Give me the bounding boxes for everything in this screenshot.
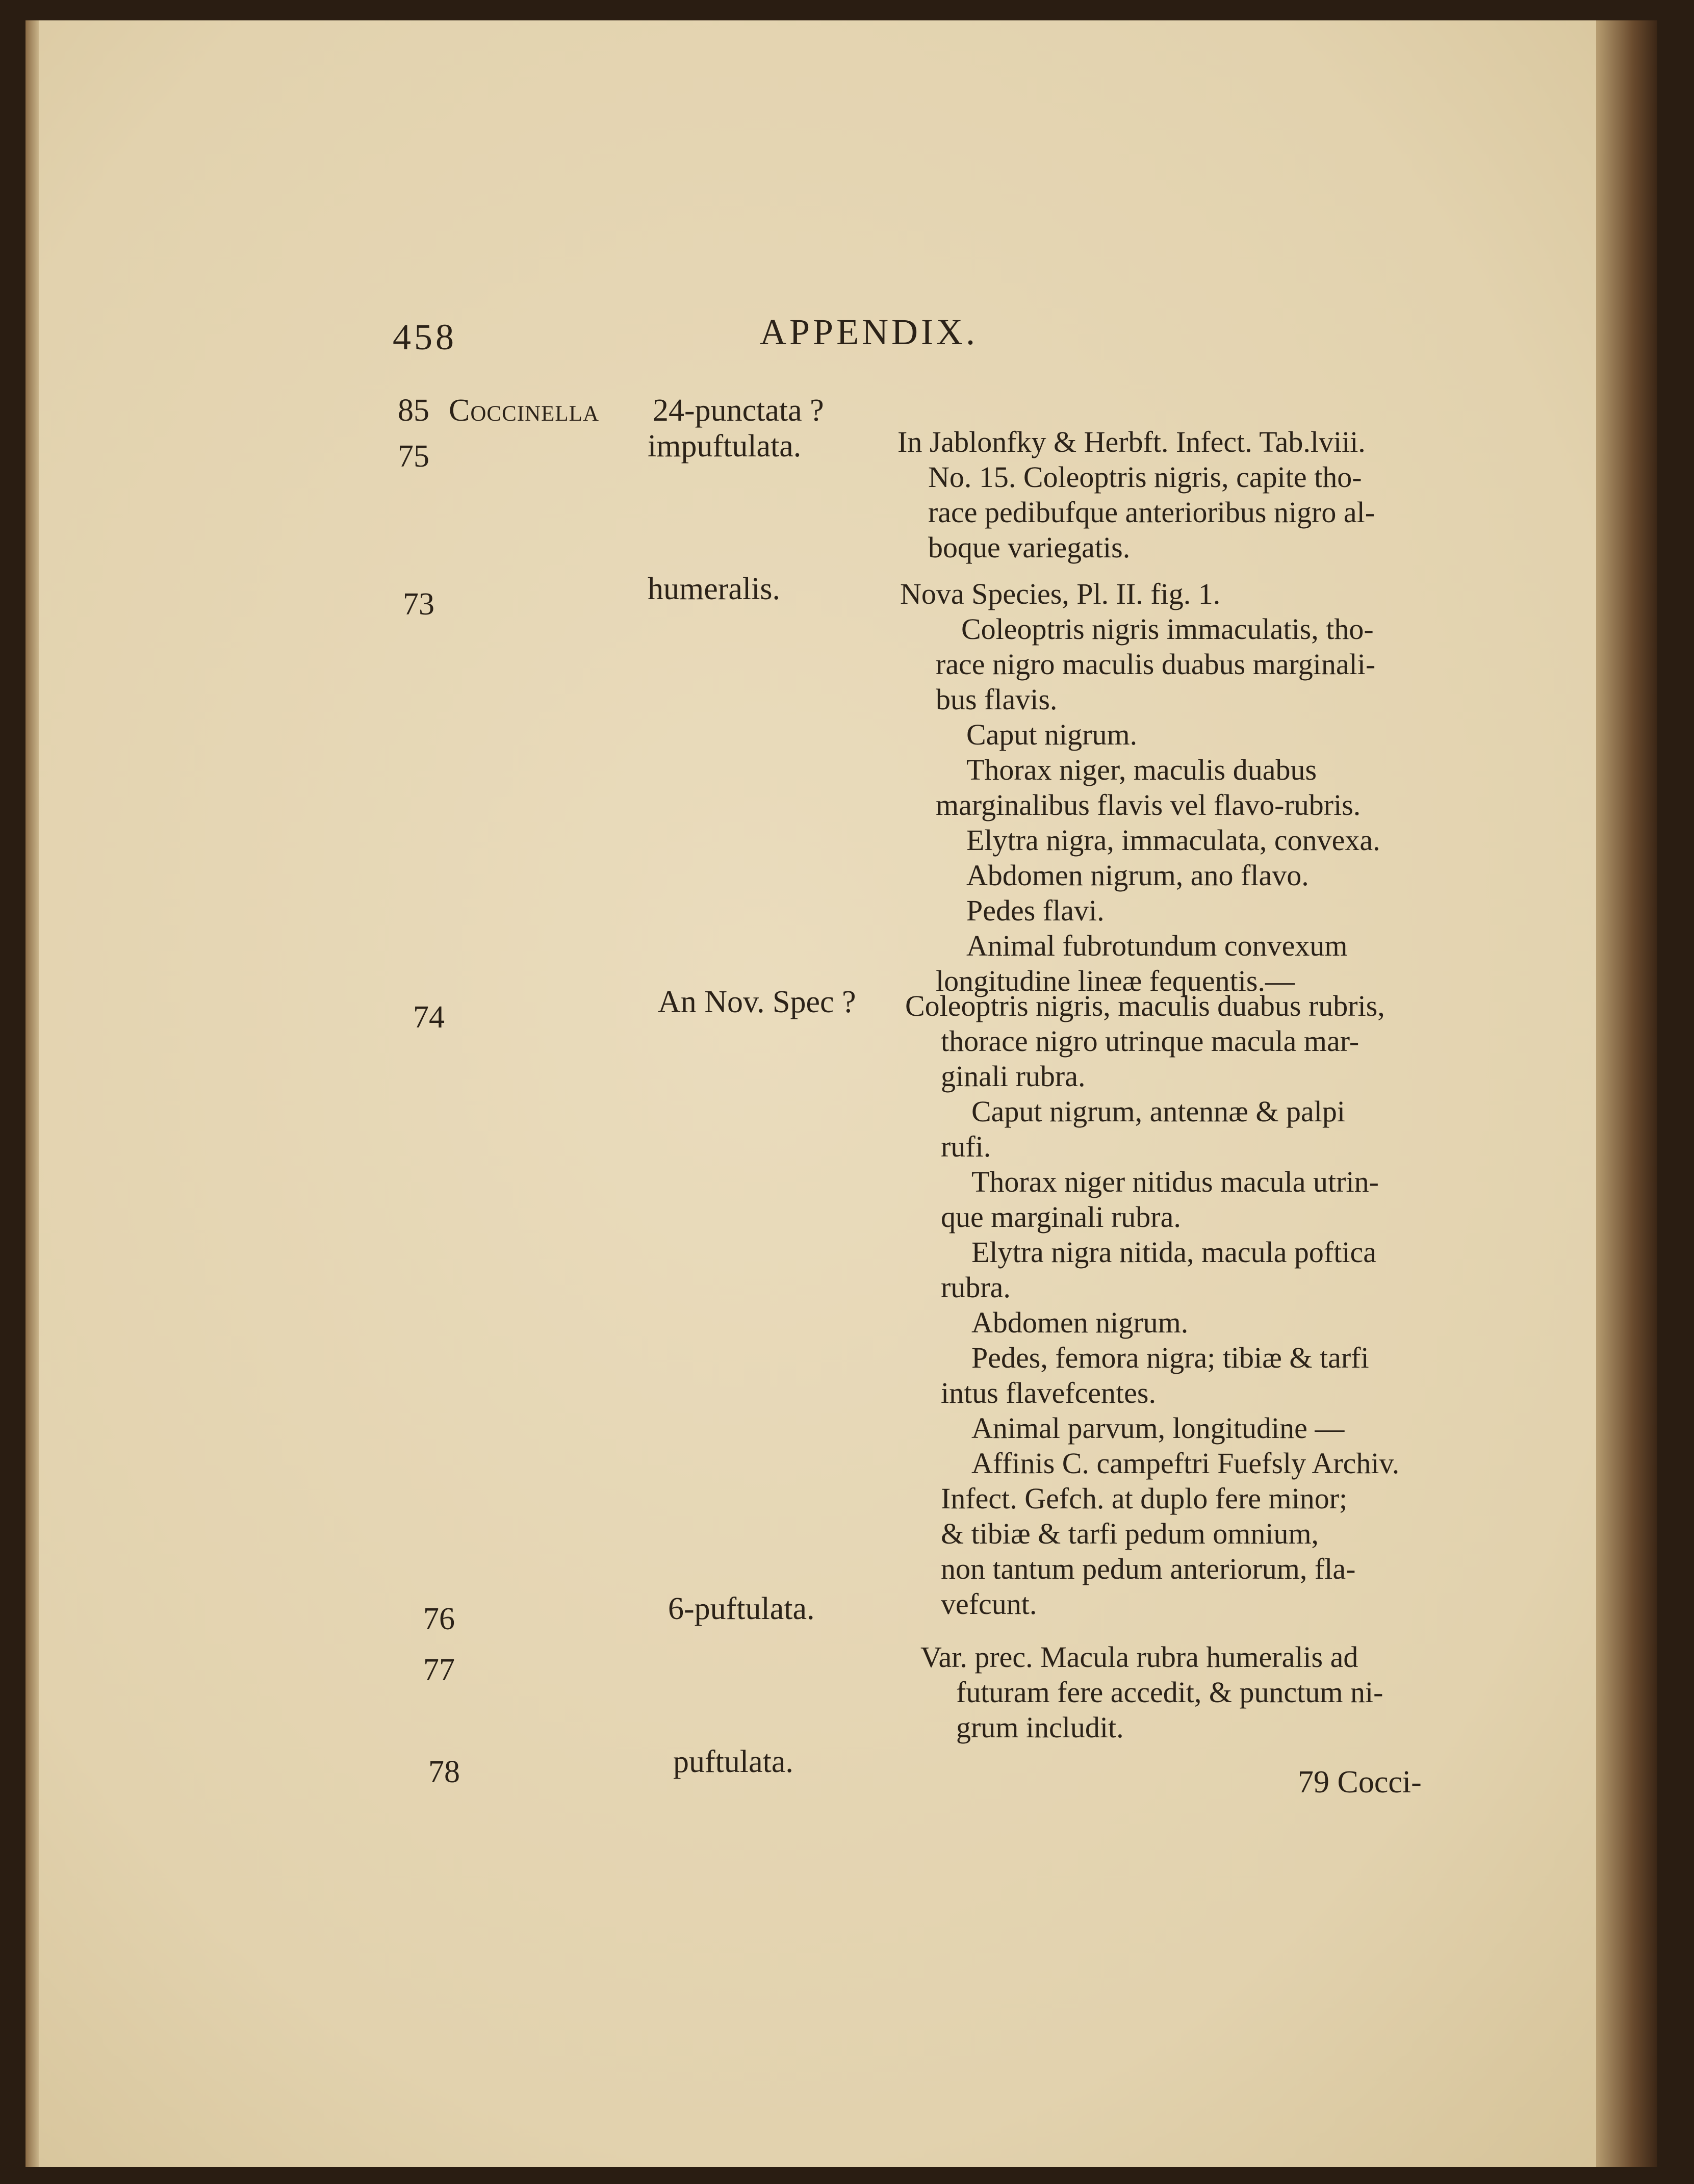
description-nov-spec (905, 988, 1399, 1622)
description-line: Nova Species, Pl. II. fig. 1. (900, 577, 1221, 610)
description-line: Abdomen nigrum, ano flavo. (966, 859, 1309, 892)
species-name: humeralis. (648, 572, 780, 606)
description-line: vefcunt. (941, 1587, 1037, 1621)
description-impustulata (897, 424, 1375, 565)
description-line: race pedibufque anterioribus nigro al- (928, 496, 1375, 529)
book-edge (1596, 20, 1657, 2167)
description-line: bus flavis. (936, 683, 1058, 716)
description-line: longitudine lineæ fequentis.— (936, 964, 1295, 997)
description-line: marginalibus flavis vel flavo-rubris. (936, 788, 1361, 821)
description-line: Animal fubrotundum convexum (966, 929, 1348, 962)
description-line: que marginali rubra. (941, 1200, 1181, 1234)
entry-number: 76 (423, 1602, 455, 1636)
description-line: No. 15. Coleoptris nigris, capite tho- (928, 460, 1362, 494)
description-line: non tantum pedum anteriorum, fla- (941, 1552, 1356, 1585)
entry-number: 77 (423, 1653, 455, 1687)
entry-number: 74 (413, 1000, 445, 1035)
description-line: & tibiæ & tarfi pedum omnium, (941, 1517, 1319, 1550)
entry-number: 73 (403, 587, 434, 622)
entry-number: 75 (398, 439, 429, 474)
description-line: Pedes, femora nigra; tibiæ & tarfi (971, 1341, 1369, 1374)
species-name: puftulata. (673, 1744, 793, 1779)
species-name: impuftulata. (648, 429, 802, 464)
description-line: Animal parvum, longitudine — (971, 1411, 1345, 1445)
entry-number: 78 (428, 1755, 460, 1789)
page-gutter (25, 20, 39, 2167)
description-line: Abdomen nigrum. (971, 1306, 1189, 1339)
description-line: Thorax niger nitidus macula utrin- (971, 1165, 1379, 1198)
description-line: thorace nigro utrinque macula mar- (941, 1024, 1359, 1058)
description-line: ginali rubra. (941, 1060, 1086, 1093)
description-var-prec (920, 1639, 1383, 1745)
catchword: 79 Cocci- (1298, 1765, 1422, 1800)
description-line: Var. prec. Macula rubra humeralis ad (920, 1640, 1358, 1674)
running-title: APPENDIX. (760, 312, 979, 352)
book-page (25, 20, 1657, 2167)
description-line: Elytra nigra, immaculata, convexa. (966, 824, 1380, 857)
description-line: Coleoptris nigris immaculatis, tho- (961, 612, 1374, 646)
description-line: Coleoptris nigris, maculis duabus rubris, (905, 989, 1385, 1022)
description-line: Infect. Gefch. at duplo fere minor; (941, 1482, 1348, 1515)
description-line: race nigro maculis duabus marginali- (936, 648, 1376, 681)
description-line: Elytra nigra nitida, macula poftica (971, 1236, 1376, 1269)
species-name: An Nov. Spec ? (658, 985, 856, 1019)
description-line: intus flavefcentes. (941, 1376, 1156, 1409)
species-name: 6-puftulata. (668, 1591, 815, 1626)
entry-number: 85 (398, 393, 429, 428)
genus-name: Coccinella (449, 393, 599, 428)
description-line: futuram fere accedit, & punctum ni- (956, 1676, 1383, 1709)
description-line: Caput nigrum, antennæ & palpi (971, 1095, 1345, 1128)
description-humeralis (900, 576, 1380, 998)
description-line: Affinis C. campeftri Fuefsly Archiv. (971, 1447, 1400, 1480)
description-line: grum includit. (956, 1711, 1124, 1744)
page-number: 458 (393, 317, 457, 357)
description-line: Pedes flavi. (966, 894, 1105, 927)
description-line: Thorax niger, maculis duabus (966, 753, 1317, 786)
species-name: 24-punctata ? (653, 393, 824, 428)
description-line: In Jablonfky & Herbft. Infect. Tab.lviii. (897, 425, 1366, 458)
description-line: boque variegatis. (928, 531, 1131, 564)
description-line: rubra. (941, 1271, 1011, 1304)
description-line: Caput nigrum. (966, 718, 1138, 751)
description-line: rufi. (941, 1130, 991, 1163)
